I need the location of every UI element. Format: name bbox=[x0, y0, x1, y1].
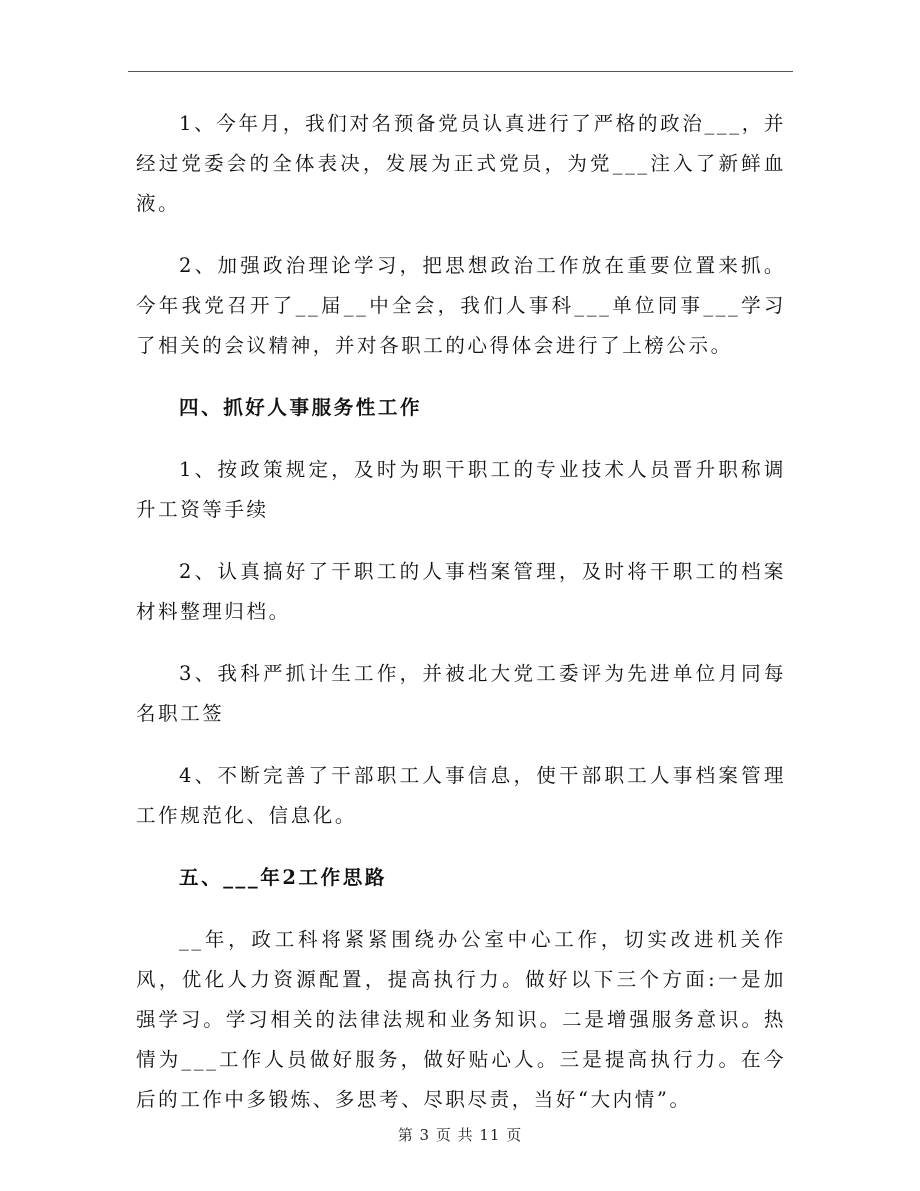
paragraph-3: 1、按政策规定，及时为职干职工的专业技术人员晋升职称调升工资等手续 bbox=[136, 458, 786, 521]
paragraph-6: 4、不断完善了干部职工人事信息，使干部职工人事档案管理工作规范化、信息化。 bbox=[136, 764, 786, 827]
section-heading-4: 四、抓好人事服务性工作 bbox=[179, 396, 423, 419]
header-rule bbox=[128, 71, 793, 72]
page-number: 第 3 页 共 11 页 bbox=[397, 1126, 523, 1144]
paragraph-2: 2、加强政治理论学习，把思想政治工作放在重要位置来抓。今年我党召开了__届__中全会，我们人事科___单位同事___学习了相关的会议精神，并对各职工的心得体会进行了上榜公示。 bbox=[136, 254, 786, 357]
document-body bbox=[136, 104, 786, 1142]
paragraph-7: __年，政工科将紧紧围绕办公室中心工作，切实改进机关作风，优化人力资源配置，提高执行力。做好以下三个方面:一是加强学习。学习相关的法律法规和业务知识。二是增强服务意识。热情为___工作人员做好服务，做好贴心人。三是提高执行力。在今后的工作中多锻炼、多思考、尽职尽责，当好“大内情”。 bbox=[136, 928, 786, 1111]
section-heading-5: 五、___年2工作思路 bbox=[179, 866, 387, 889]
paragraph-4: 2、认真搞好了干职工的人事档案管理，及时将干职工的档案材料整理归档。 bbox=[136, 560, 786, 623]
paragraph-1: 1、今年月，我们对名预备党员认真进行了严格的政治___，并经过党委会的全体表决，发展为正式党员，为党___注入了新鲜血液。 bbox=[136, 112, 786, 215]
paragraph-5: 3、我科严抓计生工作，并被北大党工委评为先进单位月同每名职工签 bbox=[136, 662, 786, 725]
